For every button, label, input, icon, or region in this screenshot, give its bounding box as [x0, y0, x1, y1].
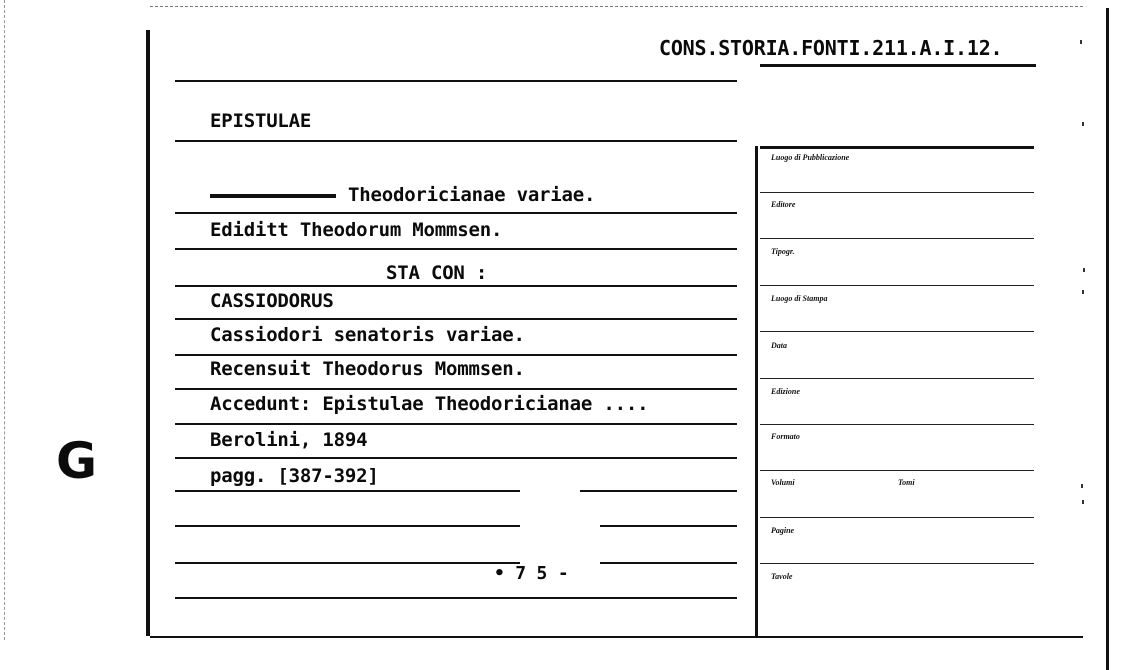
pages-line: pagg. [387-392]: [210, 465, 379, 487]
card-margin-rule: [146, 30, 150, 636]
entry-heading: EPISTULAE: [210, 110, 312, 132]
field-label: Data: [771, 341, 787, 350]
field-label: Formato: [771, 432, 800, 441]
field-line: [760, 331, 1034, 332]
field-line: [760, 517, 1034, 518]
title-line: Theodoricianae variae.: [348, 184, 596, 206]
scan-speck: [1081, 484, 1083, 488]
field-line: [760, 192, 1034, 193]
scan-speck: [1083, 268, 1085, 272]
field-label: Tipogr.: [771, 247, 795, 256]
ruled-line: [175, 354, 737, 356]
card-bottom-edge: [150, 636, 1083, 638]
ruled-line: [175, 423, 737, 425]
shelf-mark-underline: [760, 64, 1036, 67]
field-line: [760, 285, 1034, 286]
card-right-edge: [1106, 8, 1109, 670]
ruled-line: [175, 525, 520, 527]
editor-line: Ediditt Theodorum Mommsen.: [210, 219, 503, 241]
field-line: [760, 470, 1034, 471]
scan-speck: [1082, 290, 1084, 294]
scan-speck: [1082, 500, 1084, 504]
field-label: Tomi: [898, 478, 915, 487]
recension-line: Recensuit Theodorus Mommsen.: [210, 358, 525, 380]
side-letter: G: [56, 432, 98, 490]
field-label: Volumi: [771, 478, 795, 487]
ruled-line: [580, 490, 737, 492]
field-label: Tavole: [771, 572, 793, 581]
ruled-line: [600, 525, 737, 527]
repeat-dash: [210, 194, 336, 198]
fields-column-rule: [755, 146, 758, 636]
ruled-line: [175, 457, 737, 459]
field-label: Pagine: [771, 526, 795, 535]
field-line: [760, 563, 1034, 564]
ruled-line: [175, 80, 737, 82]
ruled-line: [175, 212, 737, 214]
field-label: Edizione: [771, 387, 800, 396]
scan-speck: [1082, 122, 1084, 126]
imprint-line: Berolini, 1894: [210, 429, 368, 451]
stamp-number: • 7 5 -: [494, 563, 569, 584]
see-also-line: STA CON :: [386, 262, 488, 284]
work-title-line: Cassiodori senatoris variae.: [210, 324, 525, 346]
ruled-line: [175, 388, 737, 390]
ruled-line: [175, 562, 520, 564]
ruled-line: [175, 318, 737, 320]
field-line: [760, 378, 1034, 379]
field-line: [760, 424, 1034, 425]
author-line: CASSIODORUS: [210, 290, 334, 312]
card-top-edge: [150, 6, 1083, 7]
fields-top-rule: [760, 146, 1034, 149]
ruled-line: [175, 140, 737, 142]
ruled-line: [175, 248, 737, 250]
field-label: Editore: [771, 200, 796, 209]
ruled-line: [175, 285, 737, 287]
appendix-line: Accedunt: Epistulae Theodoricianae ....: [210, 393, 649, 415]
scan-speck: [1080, 40, 1082, 44]
shelf-mark: CONS.STORIA.FONTI.211.A.I.12.: [659, 36, 1003, 60]
ruled-line: [175, 490, 520, 492]
field-label: Luogo di Stampa: [771, 294, 828, 303]
card-left-edge: [4, 0, 5, 640]
ruled-line: [600, 562, 737, 564]
field-line: [760, 238, 1034, 239]
field-label: Luogo di Pubblicazione: [771, 153, 850, 162]
ruled-line: [175, 597, 737, 599]
